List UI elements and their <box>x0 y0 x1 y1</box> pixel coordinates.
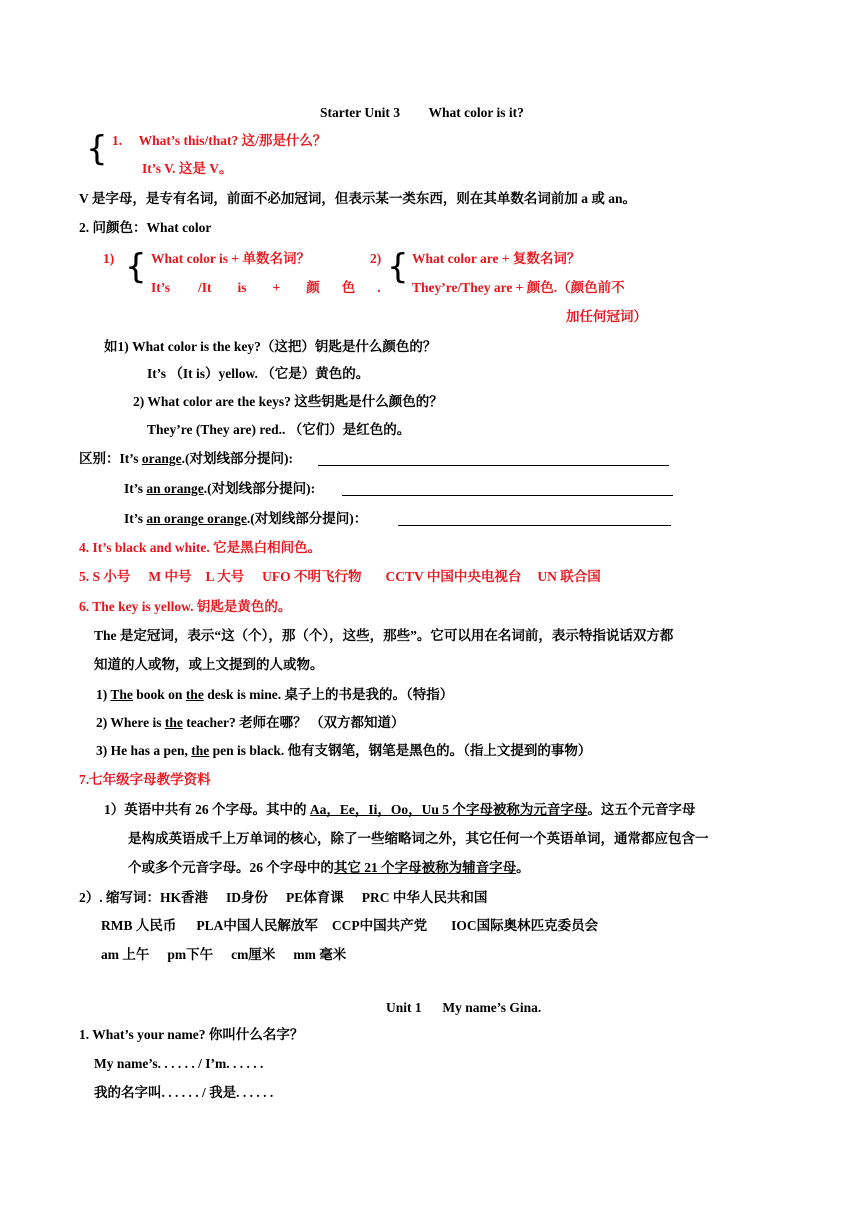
unit1-answer-1: My name’s. . . . . . / I’m. . . . . . <box>94 1056 264 1071</box>
answer-blank[interactable] <box>342 481 673 496</box>
diff-row-3: It’s an orange orange.(对划线部分提问)： <box>124 511 368 526</box>
sub2-question: What color are + 复数名词？ <box>412 251 581 266</box>
item1-answer: It’s V. 这是 V。 <box>142 161 233 176</box>
abbr-row-3: am 上午 pm下午 cm厘米 mm 毫米 <box>101 947 347 962</box>
sub1-question: What color is + 单数名词？ <box>151 251 310 266</box>
example-2: 2) What color are the keys? 这些钥匙是什么颜色的？ <box>133 394 443 409</box>
diff-row-1: 区别：It’s orange.(对划线部分提问): <box>79 451 293 466</box>
letters-para-line-2: 是构成英语成千上万单词的核心，除了一些缩略词之外，其它任何一个英语单词，通常都应包含一 <box>128 831 709 846</box>
the-example-2: 2) Where is the teacher? 老师在哪？ （双方都知道） <box>96 715 405 730</box>
example-1-answer: It’s （It is）yellow. （它是）黄色的。 <box>147 366 370 381</box>
the-note-line-2: 知道的人或物，或上文提到的人或物。 <box>94 657 324 672</box>
example-2-answer: They’re (They are) red.. （它们）是红色的。 <box>147 422 411 437</box>
the-example-3: 3) He has a pen, the pen is black. 他有支钢笔，钢笔是黑色的。（指上文提到的事物） <box>96 743 592 758</box>
abbr-row-1: 2）. 缩写词：HK香港 ID身份 PE体育课 PRC 中华人民共和国 <box>79 890 488 905</box>
v-note: V 是字母，是专有名词，前面不必加冠词，但表示某一类东西，则在其单数名词前加 a 或 an。 <box>79 191 637 206</box>
item2-heading: 2. 问颜色：What color <box>79 220 212 235</box>
answer-blank[interactable] <box>398 511 671 526</box>
brace-icon: { <box>387 247 409 287</box>
item7: 7.七年级字母教学资料 <box>79 772 211 787</box>
answer-blank[interactable] <box>318 451 669 466</box>
unit1-answer-2: 我的名字叫. . . . . . / 我是. . . . . . <box>94 1085 274 1100</box>
brace-icon: { <box>86 129 108 169</box>
sub1-num: 1) <box>103 251 115 266</box>
sub2-answer: They’re/They are + 颜色.（颜色前不 <box>412 280 625 295</box>
sub2-note: 加任何冠词） <box>566 309 647 324</box>
item5: 5. S 小号 M 中号 L 大号 UFO 不明飞行物 CCTV 中国中央电视台 UN 联合国 <box>79 569 601 584</box>
diff-row-2: It’s an orange.(对划线部分提问): <box>124 481 316 496</box>
item6: 6. The key is yellow. 钥匙是黄色的。 <box>79 599 292 614</box>
unit1-question: 1. What’s your name? 你叫什么名字？ <box>79 1027 304 1042</box>
sub1-answer: It’s /It is + 颜 色 . <box>151 280 381 295</box>
item1-question: 1. What’s this/that? 这/那是什么？ <box>112 133 327 148</box>
section-title-starter: Starter Unit 3 What color is it? <box>320 105 524 120</box>
item4: 4. It’s black and white. 它是黑白相间色。 <box>79 540 322 555</box>
sub2-num: 2) <box>370 251 382 266</box>
section-title-unit1: Unit 1 My name’s Gina. <box>386 1000 542 1015</box>
letters-para-line-3: 个或多个元音字母。26 个字母中的其它 21 个字母被称为辅音字母。 <box>128 860 530 875</box>
example-1: 如1) What color is the key?（这把）钥匙是什么颜色的？ <box>104 339 437 354</box>
abbr-row-2: RMB 人民币 PLA中国人民解放军 CCP中国共产党 IOC国际奥林匹克委员会 <box>101 918 599 933</box>
brace-icon: { <box>125 247 147 287</box>
the-example-1: 1) The book on the desk is mine. 桌子上的书是我的。（特指） <box>96 687 454 702</box>
letters-para-line-1: 1）英语中共有 26 个字母。其中的 Aa，Ee，Ii，Oo，Uu 5 个字母被称为元音字母。这五个元音字母 <box>104 802 696 817</box>
the-note-line-1: The 是定冠词，表示“这（个），那（个），这些，那些”。它可以用在名词前，表示特指说话双方都 <box>94 628 674 643</box>
